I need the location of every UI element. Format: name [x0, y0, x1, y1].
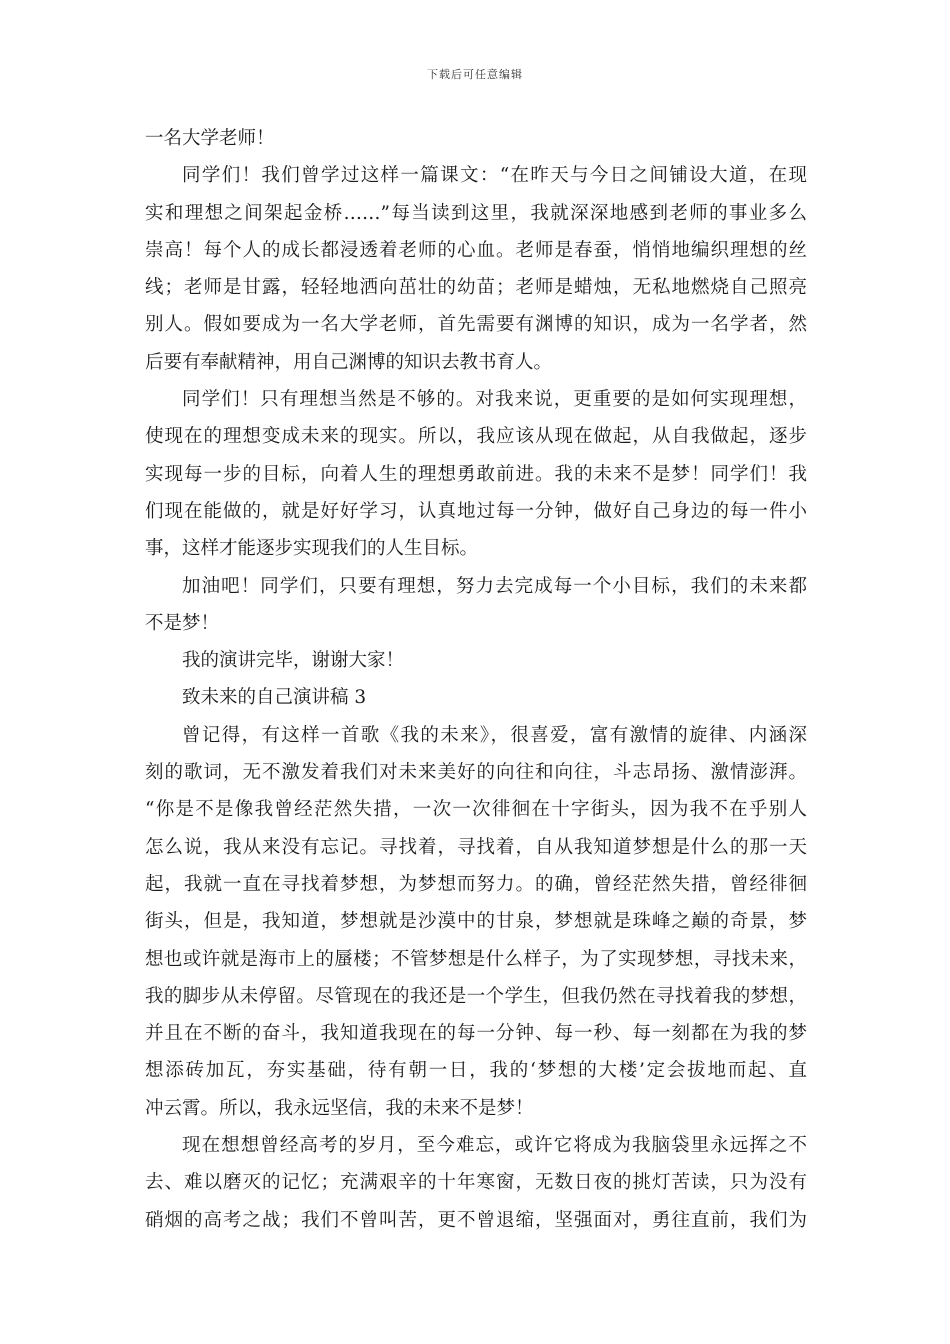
text-line: 们现在能做的，就是好好学习，认真地过每一分钟，做好自己身边的每一件小 — [145, 500, 807, 522]
text-line: 街头，但是，我知道，梦想就是沙漠中的甘泉，梦想就是珠峰之巅的奇景，梦 — [145, 911, 807, 933]
text-line: 事，这样才能逐步实现我们的人生目标。 — [145, 538, 479, 560]
text-line: 实现每一步的目标，向着人生的理想勇敢前进。我的未来不是梦！同学们！我 — [145, 463, 807, 485]
text-line: 我的演讲完毕，谢谢大家！ — [182, 650, 405, 672]
text-line: 崇高！每个人的成长都浸透着老师的心血。老师是春蚕，悄悄地编织理想的丝 — [145, 239, 807, 261]
text-line: 使现在的理想变成未来的现实。所以，我应该从现在做起，从自我做起，逐步 — [145, 426, 807, 448]
text-line: 并且在不断的奋斗，我知道我现在的每一分钟、每一秒、每一刻都在为我的梦 — [145, 1023, 807, 1045]
text-line: 不是梦！ — [145, 612, 220, 634]
text-line: 想添砖加瓦，夯实基础，待有朝一日，我的‘梦想的大楼’定会拔地而起、直 — [145, 1060, 807, 1082]
text-line: 致未来的自己演讲稿 3 — [182, 687, 367, 709]
text-line: 刻的歌词，无不激发着我们对未来美好的向往和向往，斗志昂扬、激情澎湃。 — [145, 762, 807, 784]
text-line: 同学们！我们曾学过这样一篇课文：“在昨天与今日之间铺设大道，在现 — [182, 165, 807, 187]
text-line: 曾记得，有这样一首歌《我的未来》，很喜爱，富有激情的旋律、内涵深 — [182, 724, 807, 746]
text-line: 同学们！只有理想当然是不够的。对我来说，更重要的是如何实现理想， — [182, 389, 807, 411]
text-line: 实和理想之间架起金桥……”每当读到这里，我就深深地感到老师的事业多么 — [145, 202, 807, 224]
text-line: 后要有奉献精神，用自己渊博的知识去教书育人。 — [145, 351, 553, 373]
text-line: 怎么说，我从来没有忘记。寻找着，寻找着，自从我知道梦想是什么的那一天 — [145, 836, 807, 858]
text-line: 去、难以磨灭的记忆；充满艰辛的十年寒窗，无数日夜的挑灯苦读，只为没有 — [145, 1172, 807, 1194]
text-line: 加油吧！同学们，只要有理想，努力去完成每一个小目标，我们的未来都 — [182, 575, 807, 597]
text-line: 起，我就一直在寻找着梦想，为梦想而努力。的确，曾经茫然失措，曾经徘徊 — [145, 873, 807, 895]
text-line: 我的脚步从未停留。尽管现在的我还是一个学生，但我仍然在寻找着我的梦想， — [145, 985, 807, 1007]
text-line: 线；老师是甘露，轻轻地洒向茁壮的幼苗；老师是蜡烛，无私地燃烧自己照亮 — [145, 277, 807, 299]
text-line: 想也或许就是海市上的蜃楼；不管梦想是什么样子，为了实现梦想，寻找未来， — [145, 948, 807, 970]
text-line: 冲云霄。所以，我永远坚信，我的未来不是梦！ — [145, 1097, 534, 1119]
text-line: 别人。假如要成为一名大学老师，首先需要有渊博的知识，成为一名学者，然 — [145, 314, 807, 336]
document-body — [145, 120, 807, 1239]
page-header: 下载后可任意编辑 — [427, 68, 523, 81]
text-line: 一名大学老师！ — [145, 128, 275, 149]
text-line: 硝烟的高考之战；我们不曾叫苦，更不曾退缩，坚强面对，勇往直前，我们为 — [145, 1209, 807, 1231]
text-line: 现在想想曾经高考的岁月，至今难忘，或许它将成为我脑袋里永远挥之不 — [182, 1135, 807, 1157]
text-line: “你是不是像我曾经茫然失措，一次一次徘徊在十字街头，因为我不在乎别人 — [145, 799, 807, 821]
